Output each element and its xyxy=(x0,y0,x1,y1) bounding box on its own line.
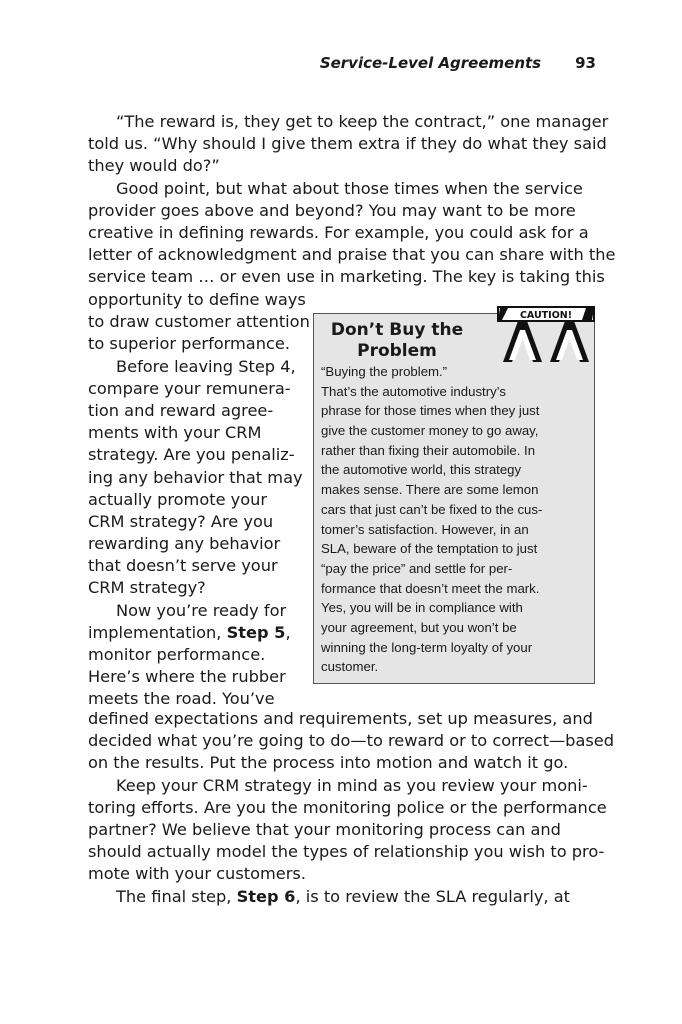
text-line: told us. “Why should I give them extra if they do what they said xyxy=(88,134,607,154)
text-line: ing any behavior that may xyxy=(88,467,303,487)
text-line: they would do?” xyxy=(88,156,220,176)
sidebar-box xyxy=(313,310,595,684)
text-line: CRM strategy? Are you xyxy=(88,511,274,531)
text-span: , xyxy=(285,622,291,642)
text-line: mote with your customers. xyxy=(88,864,306,884)
sidebar-title xyxy=(314,320,480,362)
sidebar-line: That’s the automotive industry’s xyxy=(321,383,506,399)
text-line: Keep your CRM strategy in mind as you review your moni- xyxy=(116,775,588,795)
sidebar-title-line: Don’t Buy the xyxy=(330,320,464,340)
sidebar-line: cars that just can’t be fixed to the cus- xyxy=(321,501,543,517)
sidebar-line: rather than fixing their automobile. In xyxy=(321,442,536,458)
sidebar-line: Yes, you will be in compliance with xyxy=(321,600,523,616)
text-line: compare your remunera- xyxy=(88,378,291,398)
text-line: on the results. Put the process into motion and watch it go. xyxy=(88,753,569,773)
running-head xyxy=(320,54,596,72)
text-line: letter of acknowledgment and praise that you can share with the xyxy=(88,245,616,265)
text-line: Here’s where the rubber xyxy=(88,667,286,687)
text-line: partner? We believe that your monitoring process can and xyxy=(88,819,561,839)
sidebar-line: tomer’s satisfaction. However, in an xyxy=(321,521,529,537)
text-line xyxy=(88,886,596,908)
sidebar-line: formance that doesn’t meet the mark. xyxy=(321,580,540,596)
text-line: provider goes above and beyond? You may want to be more xyxy=(88,200,576,220)
text-line: tion and reward agree- xyxy=(88,400,274,420)
text-line: that doesn’t serve your xyxy=(88,556,278,576)
sidebar-line: the automotive world, this strategy xyxy=(321,462,522,478)
text-line: to superior performance. xyxy=(88,334,290,354)
text-line: Good point, but what about those times when the service xyxy=(116,178,583,198)
sidebar-line: your agreement, but you won’t be xyxy=(321,619,517,635)
text-line: meets the road. You’ve xyxy=(88,689,275,709)
step-6-label: Step 6 xyxy=(236,886,296,906)
caution-label: CAUTION! xyxy=(519,310,573,321)
text-line: should actually model the types of relationship you wish to pro- xyxy=(88,842,605,862)
text-line: opportunity to define ways xyxy=(88,290,306,309)
sidebar-line: “pay the price” and settle for per- xyxy=(321,560,513,576)
sidebar-line: makes sense. There are some lemon xyxy=(321,482,539,498)
text-line xyxy=(88,622,306,644)
text-line: strategy. Are you penaliz- xyxy=(88,445,295,465)
text-line: actually promote your xyxy=(88,489,268,509)
body-text-wrapped xyxy=(88,289,310,711)
text-line: rewarding any behavior xyxy=(88,534,281,554)
text-line: service team … or even use in marketing. The key is taking this xyxy=(88,267,605,287)
text-span: , is to review the SLA regularly, at xyxy=(295,886,570,906)
page-number: 93 xyxy=(575,54,596,72)
step-5-label: Step 5 xyxy=(226,622,286,642)
caution-sign-icon xyxy=(496,306,596,364)
sidebar-body xyxy=(321,362,593,677)
text-span: The final step, xyxy=(116,886,237,906)
sidebar-title-line: Problem xyxy=(357,341,437,361)
sidebar-line: winning the long-term loyalty of your xyxy=(321,639,533,655)
body-text-top xyxy=(88,111,616,289)
text-line: toring efforts. Are you the monitoring police or the performance xyxy=(88,797,607,817)
text-span: implementation, xyxy=(88,622,227,642)
text-line: Before leaving Step 4, xyxy=(116,356,296,376)
text-line: ments with your CRM xyxy=(88,423,262,443)
text-line: “The reward is, they get to keep the contract,” one manager xyxy=(116,112,609,131)
text-line: decided what you’re going to do—to reward or to correct—based xyxy=(88,731,615,751)
text-line: Now you’re ready for xyxy=(116,600,287,620)
sidebar-line: give the customer money to go away, xyxy=(321,423,539,439)
text-line: defined expectations and requirements, set up measures, and xyxy=(88,709,593,728)
sidebar-line: “Buying the problem.” xyxy=(321,364,448,379)
sidebar-line: SLA, beware of the temptation to just xyxy=(321,541,538,557)
chapter-title: Service-Level Agreements xyxy=(319,54,542,72)
text-line: creative in defining rewards. For example, you could ask for a xyxy=(88,222,589,242)
text-line: monitor performance. xyxy=(88,645,266,664)
text-line: to draw customer attention xyxy=(88,312,310,332)
body-text-bottom xyxy=(88,708,615,908)
text-line: CRM strategy? xyxy=(88,578,206,598)
sidebar-line: customer. xyxy=(321,659,379,675)
sidebar-line: phrase for those times when they just xyxy=(321,403,540,419)
